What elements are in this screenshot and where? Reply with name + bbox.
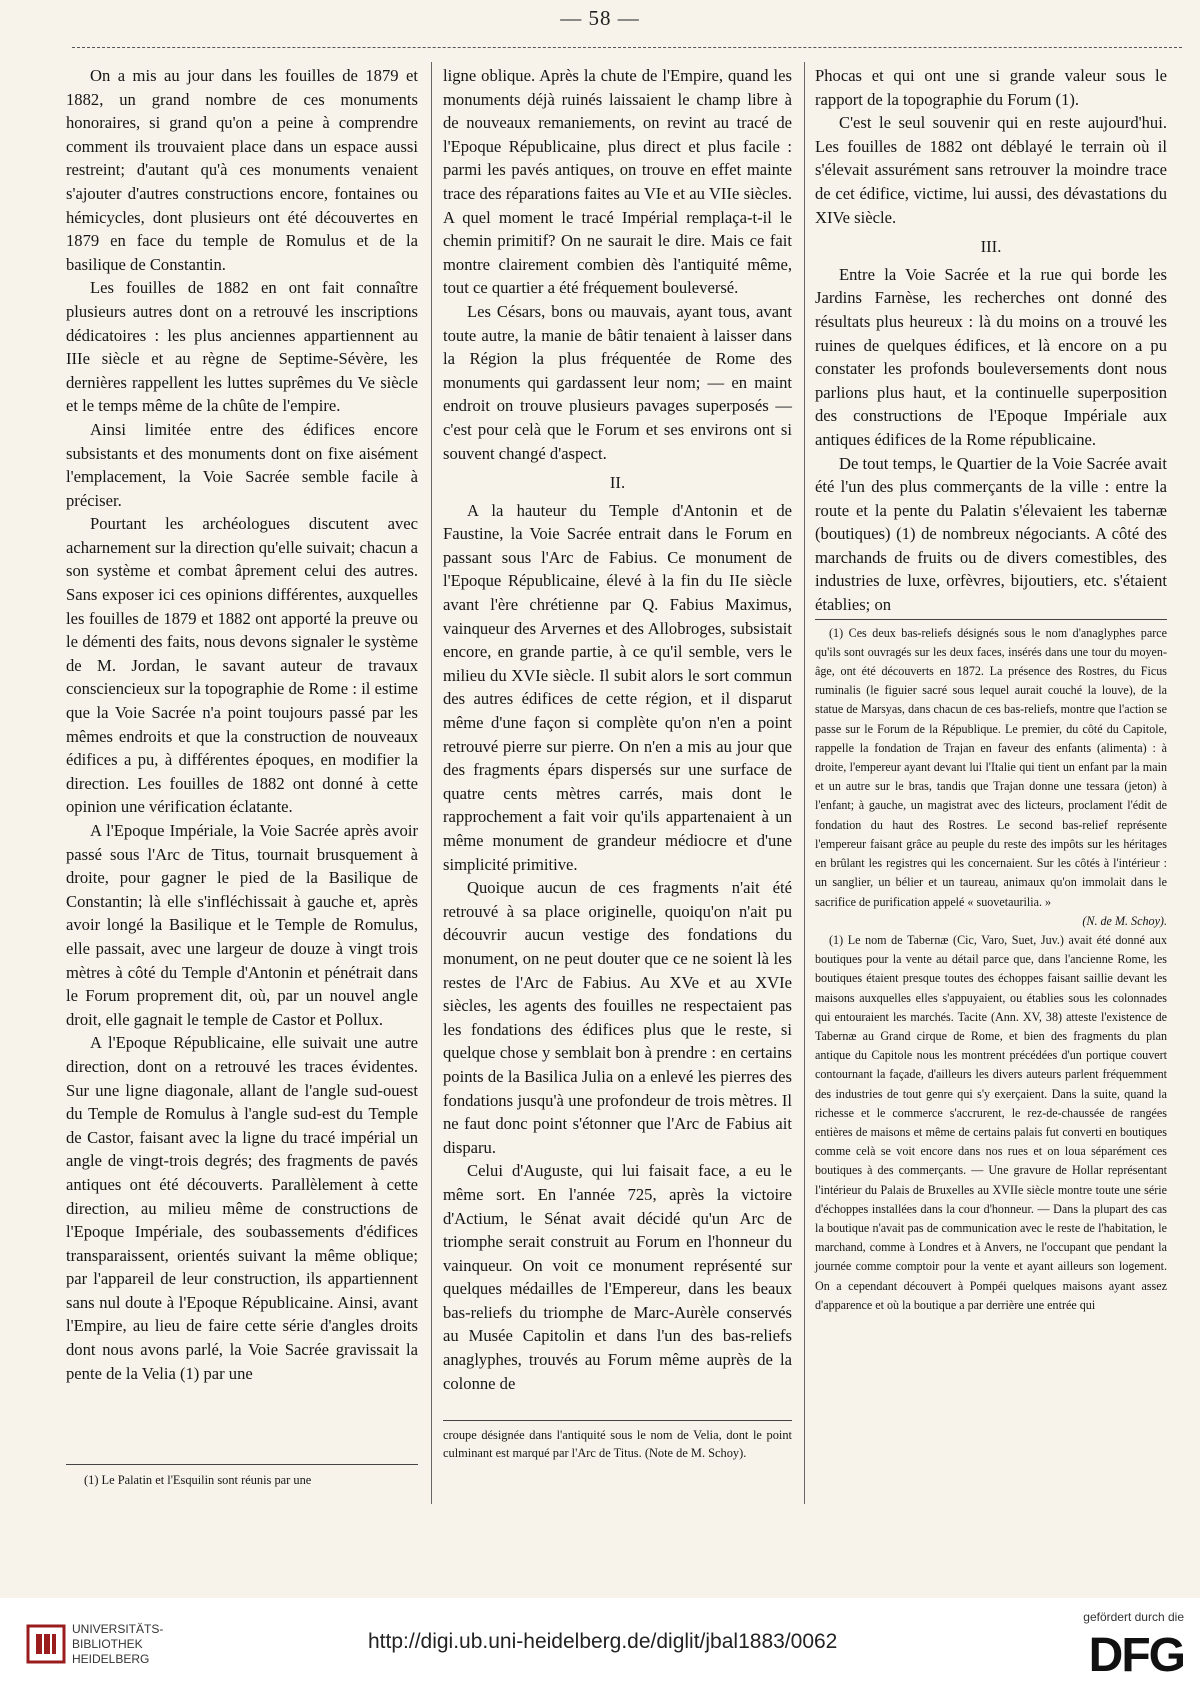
page-number: — 58 — (560, 6, 640, 30)
paragraph: Les fouilles de 1882 en ont fait connaître plusieurs autres dont on a retrouvé les inscriptions dédicatoires : les plus anciennes appartiennent au IIIe siècle et au règne de Septime-Sévère, les dernières rappellent les luttes suprêmes du Ve siècle et le temps même de la chûte de l'empire. (66, 278, 418, 416)
paragraph: A la hauteur du Temple d'Antonin et de Faustine, la Voie Sacrée entrait dans le Forum en passant sous l'Arc de Fabius. Ce monument de l'Epoque Républicaine, élevé à la fin du IIe siècle avant l'ère chrétienne par Q. Fabius Maximus, vainqueur des Arvernes et des Allobroges, subsistait encore, en grande partie, à ce qu'il semble, vers le milieu du XVIe siècle. Il subit alors le sort commun des autres édifices de cette région, et il disparut même d'une façon si complète qu'on n'en a point retrouvé pierre sur pierre. On n'en a mis au jour que des fragments épars dispersés sur une surface de quatre cents mètres carrés, mais dont le rapprochement a fait voir qu'ils appartenaient à un même monument de grandeur médiocre et d'une simplicité primitive. (443, 500, 792, 874)
footnote: (1) Le nom de Tabernæ (Cic, Varo, Suet, Juv.) avait été donné aux boutiques pour la vente au détail parce que, dans l'ancienne Rome, les boutiques étaient presque toutes des échoppes faisant saillie devant les maisons auxquelles elles s'appuyaient, ou établies sous les colonnades qui entouraient les marchés. Tacite (Ann. XV, 38) atteste l'existence de Tabernæ au Grand cirque de Rome, et bien des fragments du plan antique du Capitole nous les montrent précédées d'un portique couvert contournant la façade, d'ailleurs les divers auteurs parlent fréquemment des industries de tout genre qui s'y exerçaient. Dans la suite, quand la richesse et le commerce s'accrurent, le rez-de-chaussée de rangées entières de maisons et même de certains palais fut converti en boutiques comme celà se voit encore dans nos rues et on loua séparément ces boutiques à des commerçants. — Une gravure de Hollar représentant l'intérieur du Palais de Bruxelles au XVIIe siècle montre toute une série d'échoppes installées dans la cour d'honneur. — Dans la plupart des cas la boutique n'avait pas de communication avec le reste de l'habitation, le marchand, comme à Londres et à Anvers, ne l'occupant que pendant la journée comme comptoir pour la vente et ayant ailleurs son logement. On a cependant découvert à Pompéi quelques maisons ayant assez d'apparence et où la boutique a par derrière une entrée qui (815, 932, 1167, 1312)
footnote-rule (66, 1464, 418, 1465)
paragraph: Quoique aucun de ces fragments n'ait été retrouvé à sa place originelle, quoiqu'on n'ait pu découvrir aucun vestige des fondations du monument, on ne peut douter que ce ne soient là les restes de l'Arc de Fabius. Au XVe et au XVIe siècles, les agents des fouilles ne respectaient pas les fondations des édifices plus que le reste, si quelque chose y semblait bon à prendre : en certains points de la Basilica Julia on a enlevé les pierres des fondations jusqu'à une profondeur de trois mètres. Il ne faut donc point s'étonner que l'Arc de Fabius ait disparu. (443, 878, 792, 1157)
section-heading: III. (980, 237, 1002, 257)
column-2 (443, 64, 792, 1395)
footnote-col2 (443, 1426, 792, 1462)
footnotes (815, 624, 1167, 1315)
top-rule (72, 47, 1182, 48)
paragraph: Les Césars, bons ou mauvais, ayant tous, avant toute autre, la manie de bâtir tenaient à laisser dans la Région la plus fréquentée de Rome des monuments qui gardassent leur nom; — en maint endroit on trouve plusieurs pavages superposés — c'est pour celà que le Forum et ses environs ont si souvent changé d'aspect. (443, 301, 792, 463)
footnote: (1) Ces deux bas-reliefs désignés sous le nom d'anaglyphes parce qu'ils sont ouvragés sur les deux faces, insérés dans une tour du moyen-âge, ont été découverts en 1872. La présence des Rostres, du Ficus ruminalis (le figuier sacré sous lequel aurait couché la louve), de la statue de Marsyas, dans chacun de ces bas-reliefs, montre que l'action se passe sur le Forum de la République. Le premier, du côté du Capitole, rappelle la fondation de Trajan en faveur des enfants (alimenta) : à droite, l'empereur ayant devant lui l'Italie qui tient un enfant par la main et un autre sur le bras, tandis que Trajan donne une tessara (jeton) à l'enfant; à gauche, un magistrat avec des licteurs, proclament l'édit de fondation du haut des Rostres. Le second bas-relief représente l'empereur faisant grâce au peuple du reste des impôts sur les héritages en brûlant les registres qui les concernaient. Sur les côtés à l'intérieur : un sanglier, un bélier et un taureau, animaux qu'on immolait dans le sacrifice de purification appelé « suovetaurilia. » (815, 625, 1167, 909)
column-divider (804, 62, 805, 1504)
footnote-col1 (66, 1471, 418, 1489)
column-3 (815, 64, 1167, 1315)
paragraph: Celui d'Auguste, qui lui faisait face, a eu le même sort. En l'année 725, après la victoire d'Actium, le Sénat avait décidé qu'un Arc de triomphe serait construit au Forum en l'honneur du vainqueur. On voit ce monument représenté sur quelques médailles de l'Empereur, dans les beaux bas-reliefs du triomphe de Marc-Aurèle conservés au Musée Capitolin et dans l'un des bas-reliefs anaglyphes, trouvés au Forum même auprès de la colonne de (443, 1161, 792, 1393)
paragraph: On a mis au jour dans les fouilles de 1879 et 1882, un grand nombre de ces monuments honoraires, si grand qu'on a peine à comprendre comment ils trouvaient place dans un espace aussi restreint; d'autant qu'à ces monuments venaient s'ajouter d'autres constructions encore, fontaines ou hémicycles, dont plusieurs ont été découvertes en 1879 en face du temple de Romulus et de la basilique de Constantin. (66, 66, 418, 274)
footnote-rule (443, 1420, 792, 1421)
paragraph: De tout temps, le Quartier de la Voie Sacrée avait été l'un des plus commerçants de la ville : entre la route et la pente du Palatin s'élevaient les tabernæ (boutiques) (1) de nombreux négociants. A côté des marchands de fruits ou de divers comestibles, des industries de luxe, orfèvres, bijoutiers, etc. s'étaient établies; on (815, 453, 1167, 615)
paragraph: C'est le seul souvenir qui en reste aujourd'hui. Les fouilles de 1882 ont déblayé le terrain où il s'élevait assurément sans retrouver la moindre trace de cet édifice, victime, lui aussi, des dévastations du XIVe siècle. (815, 113, 1167, 227)
column-divider (431, 62, 432, 1504)
paragraph: Phocas et qui ont une si grande valeur sous le rapport de la topographie du Forum (1). (815, 66, 1167, 109)
permalink-url[interactable]: http://digi.ub.uni-heidelberg.de/diglit/jbal1883/0062 (368, 1630, 838, 1653)
section-heading: II. (609, 473, 626, 493)
dfg-logo: DFG (1088, 1629, 1184, 1682)
paragraph: Pourtant les archéologues discutent avec acharnement sur la direction qu'elle suivait; chacun a son système et combat âprement celui des autres. Sans exposer ici ces opinions différentes, auxquelles les fouilles de 1879 et 1882 ont apporté la preuve ou le démenti des faits, nous devons signaler le système de M. Jordan, le savant auteur de travaux consciencieux sur la topographie de Rome : il estime que la Voie Sacrée n'a point toujours passé par les mêmes endroits et que la construction de nouveaux édifices a pu, à différentes époques, en modifier la direction. Les fouilles de 1882 ont donné à cette opinion une vérification éclatante. (66, 514, 418, 817)
paragraph: Entre la Voie Sacrée et la rue qui borde les Jardins Farnèse, les recherches ont donné des résultats plus heureux : là du moins on a trouvé les ruines de quelques édifices, et là encore on a pu constater les profonds bouleversements dont nous parlions plus haut, et la continuelle superposition des constructions de l'Epoque Impériale aux antiques édifices de la Rome républicaine. (815, 264, 1167, 449)
paragraph: A l'Epoque Impériale, la Voie Sacrée après avoir passé sous l'Arc de Titus, tournait brusquement à droite, pour gagner le pied de la Basilique de Constantin; là elle s'infléchissait à gauche et, après avoir longé la Basilique et le Temple de Romulus, elle passait, avec une largeur de douze à vingt trois mètres à côté du Temple d'Antonin et pénétrait dans le Forum proprement dit, où, par un nouvel angle droit, elle gagnait le temple de Castor et Pollux. (66, 821, 418, 1029)
footnote-signature: (N. de M. Schoy). (1082, 913, 1167, 928)
footnote: (1) Le Palatin et l'Esquilin sont réunis par une (84, 1473, 312, 1487)
funding-caption: gefördert durch die (1083, 1610, 1184, 1624)
paragraph: Ainsi limitée entre des édifices encore subsistants et des monuments dont on fixe aisément l'emplacement, la Voie Sacrée semble facile à préciser. (66, 419, 418, 510)
paragraph: ligne oblique. Après la chute de l'Empire, quand les monuments déjà ruinés laissaient le champ libre à de nouveaux remaniements, on revint au tracé de l'Epoque Républicaine, plus direct et plus facile : parmi les pavés antiques, on trouve en effet mainte trace des réparations faites au VIe et au VIIe siècles. A quel moment le tracé Impérial remplaça-t-il le chemin primitif? On ne saurait le dire. Mais ce fait montre clairement combien dès l'antiquité même, tout ce quartier a été fréquement bouleversé. (443, 66, 792, 298)
viewer-footer (0, 1598, 1200, 1690)
university-library-logo-icon (26, 1624, 66, 1664)
paragraph: A l'Epoque Républicaine, elle suivait une autre direction, dont on a retrouvé les traces évidentes. Sur une ligne diagonale, allant de l'angle sud-ouest du Temple de Romulus à l'angle sud-est du Temple de Castor, faisant avec la ligne du tracé impérial un angle de vingt-trois degrés; des fragments de pavés antiques ont été découverts. Parallèlement à cette direction, au milieu même de constructions de l'Epoque Impériale, des soubassements d'édifices transparaissent, orientés suivant la même oblique; par l'appareil de leur construction, ils appartiennent sans nul doute à l'Epoque Républicaine. Ainsi, avant l'Empire, au lieu de faire cette série d'angles droits dont nous avons parlé, la Voie Sacrée gravissait la pente de la Velia (1) par une (66, 1033, 418, 1383)
footnote: croupe désignée dans l'antiquité sous le nom de Velia, dont le point culminant est marqué par l'Arc de Titus. (Note de M. Schoy). (443, 1428, 792, 1460)
footnote-rule (815, 619, 1167, 620)
column-1 (66, 64, 418, 1385)
library-name: UNIVERSITÄTS- BIBLIOTHEK HEIDELBERG (72, 1622, 164, 1666)
